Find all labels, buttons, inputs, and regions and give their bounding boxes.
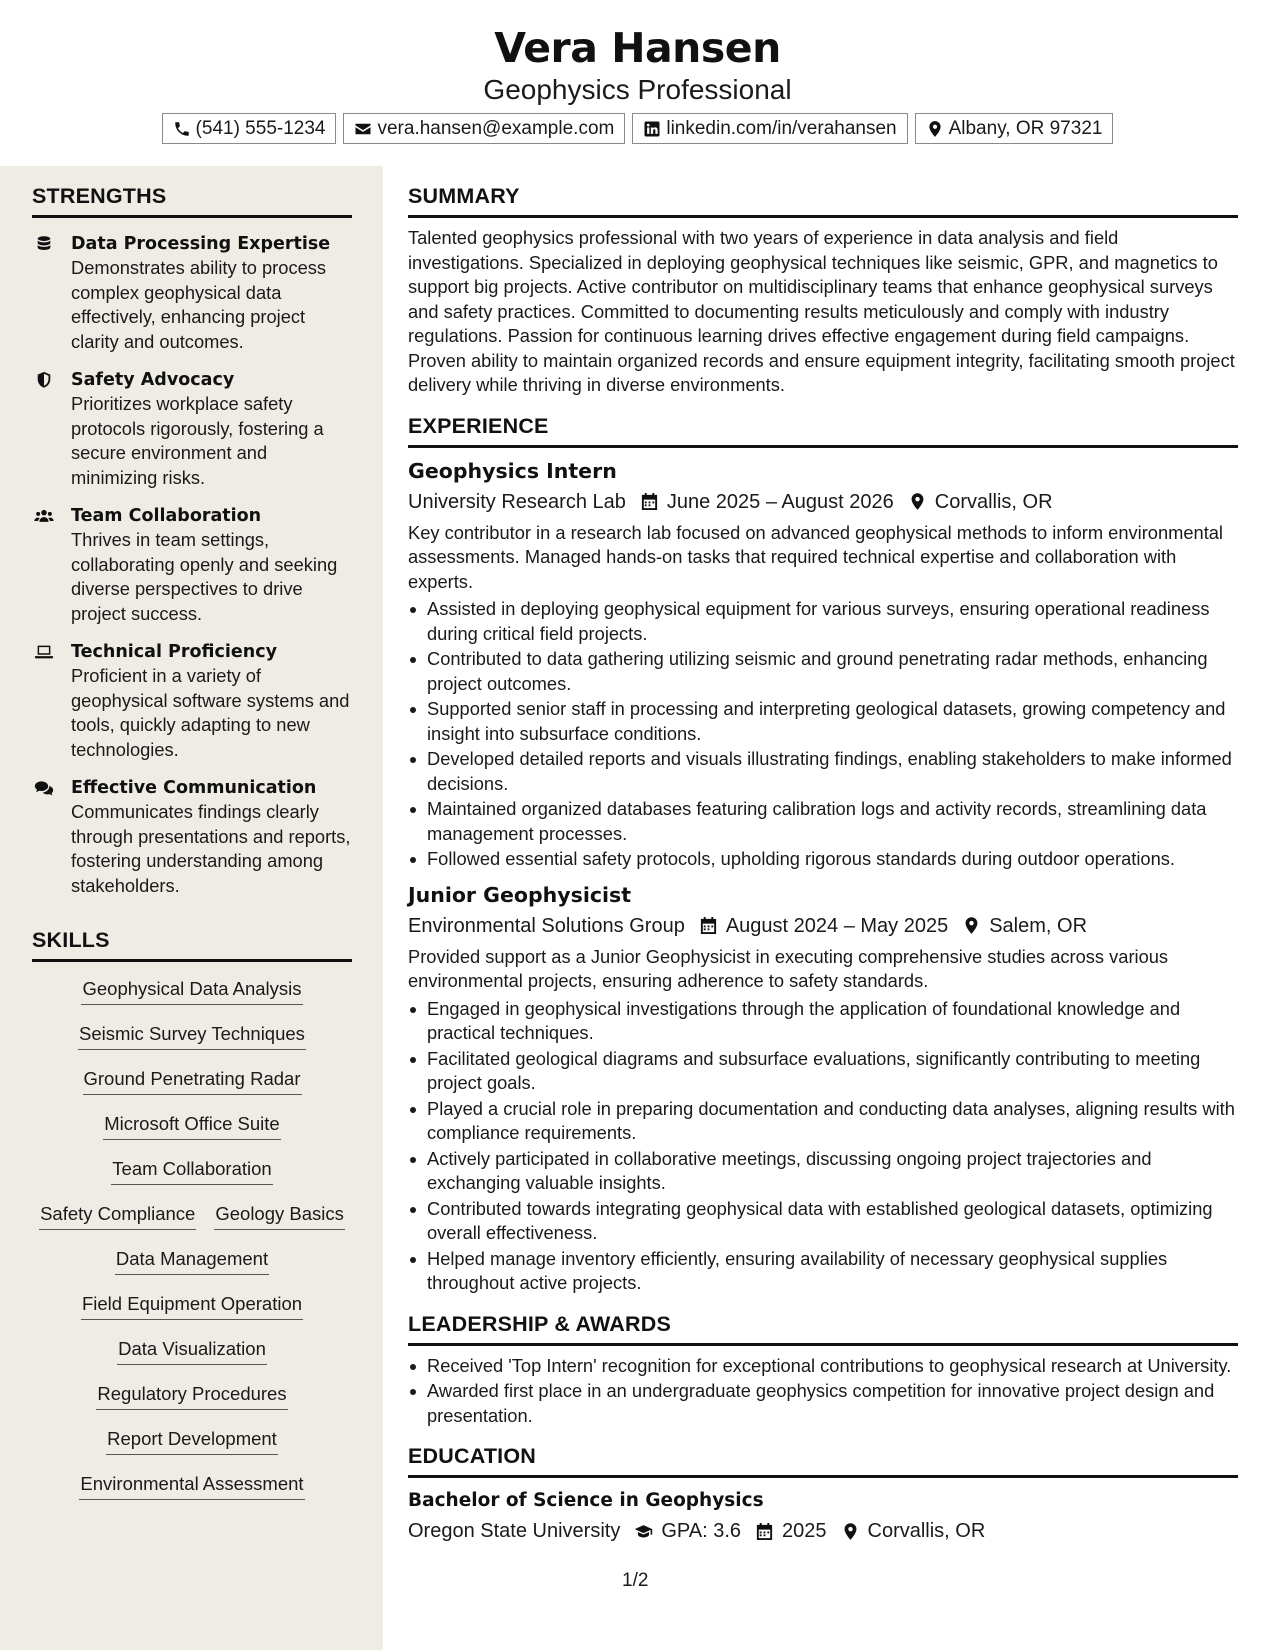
page-number: 1/2 bbox=[622, 1570, 649, 1591]
job-dates: June 2025 – August 2026 bbox=[666, 490, 894, 513]
job-location: Corvallis, OR bbox=[934, 490, 1053, 513]
strength-description: Thrives in team settings, collaborating openly and seeking diverse perspectives to drive project success. bbox=[71, 529, 338, 624]
phone-icon bbox=[173, 120, 191, 138]
job-entry bbox=[408, 458, 1238, 872]
strength-item bbox=[32, 640, 352, 762]
list-item: Engaged in geophysical investigations through the application of foundational knowledge and practical techniques. bbox=[408, 997, 1238, 1046]
contact-phone[interactable] bbox=[162, 113, 337, 144]
location-pin-icon bbox=[926, 120, 944, 138]
job-title: Geophysics Intern bbox=[408, 458, 617, 483]
education-location: Corvallis, OR bbox=[867, 1520, 986, 1542]
list-item: Contributed towards integrating geophysical data with established geological datasets, optimizing overall effectiveness. bbox=[408, 1197, 1238, 1246]
job-description: Provided support as a Junior Geophysicist in executing comprehensive studies across various environmental projects, ensuring adherence to safety standards. bbox=[408, 945, 1169, 991]
calendar-icon bbox=[699, 916, 718, 935]
education-entry bbox=[408, 1488, 1238, 1546]
skill-tag: Field Equipment Operation bbox=[81, 1291, 303, 1320]
job-dates: August 2024 – May 2025 bbox=[725, 914, 949, 937]
list-item: Facilitated geological diagrams and subsurface evaluations, significantly contributing to meeting project goals. bbox=[408, 1047, 1238, 1096]
linkedin-icon bbox=[643, 120, 661, 138]
skill-tag: Regulatory Procedures bbox=[96, 1381, 287, 1410]
strengths-heading: STRENGTHS bbox=[32, 184, 352, 218]
strength-title: Safety Advocacy bbox=[71, 370, 235, 390]
job-title: Junior Geophysicist bbox=[408, 882, 632, 907]
job-meta bbox=[408, 911, 1238, 941]
list-item: Played a crucial role in preparing documentation and conducting data analyses, aligning results with compliance requirements. bbox=[408, 1097, 1238, 1146]
contact-location bbox=[915, 113, 1114, 144]
strength-item bbox=[32, 504, 352, 626]
list-item: Helped manage inventory efficiently, ensuring availability of necessary geophysical supplies throughout active projects. bbox=[408, 1247, 1238, 1296]
shield-icon bbox=[34, 371, 54, 389]
contact-linkedin-text: linkedin.com/in/verahansen bbox=[666, 117, 897, 139]
school-name: Oregon State University bbox=[408, 1520, 621, 1542]
strength-description: Demonstrates ability to process complex geophysical data effectively, enhancing project clarity and outcomes. bbox=[71, 257, 327, 352]
location-pin-icon bbox=[908, 492, 927, 511]
skill-tag: Seismic Survey Techniques bbox=[78, 1021, 306, 1050]
skill-tag: Geology Basics bbox=[214, 1201, 345, 1230]
chat-bubbles-icon bbox=[34, 779, 54, 797]
strengths-section bbox=[32, 184, 352, 898]
strength-item bbox=[32, 776, 352, 898]
location-pin-icon bbox=[841, 1522, 860, 1541]
skills-list bbox=[32, 976, 352, 1516]
job-bullets bbox=[408, 597, 1238, 872]
strength-item bbox=[32, 232, 352, 354]
skill-tag: Data Management bbox=[115, 1246, 269, 1275]
calendar-icon bbox=[640, 492, 659, 511]
experience-heading: EXPERIENCE bbox=[408, 414, 1238, 448]
list-item: Maintained organized databases featuring calibration logs and activity records, streamlining data management processes. bbox=[408, 797, 1238, 846]
contact-bar bbox=[0, 113, 1275, 144]
contact-email-text: vera.hansen@example.com bbox=[377, 117, 615, 139]
list-item: Contributed to data gathering utilizing seismic and ground penetrating radar methods, enhancing project outcomes. bbox=[408, 647, 1238, 696]
job-entry bbox=[408, 882, 1238, 1296]
list-item: Awarded first place in an undergraduate geophysics competition for innovative project design and presentation. bbox=[408, 1379, 1238, 1428]
leadership-list bbox=[408, 1354, 1238, 1429]
strength-item bbox=[32, 368, 352, 490]
main-content bbox=[408, 166, 1238, 1546]
job-company: Environmental Solutions Group bbox=[408, 914, 685, 937]
list-item: Followed essential safety protocols, upholding rigorous standards during outdoor operations. bbox=[408, 847, 1238, 872]
list-item: Developed detailed reports and visuals illustrating findings, enabling stakeholders to make informed decisions. bbox=[408, 747, 1238, 796]
job-bullets bbox=[408, 997, 1238, 1296]
resume-header bbox=[0, 0, 1275, 166]
summary-text: Talented geophysics professional with two years of experience in data analysis and field investigations. Specialized in deploying geophysical techniques like seismic, GPR, and magnetics to support big projects. Active contributor on multidisciplinary teams that enhance geophysical surveys and safety practices. Committed to documenting results meticulously and comply with industry regulations. Passion for continuous learning drives effective engagement during field campaigns. Proven ability to maintain organized records and ensure equipment integrity, facilitating smooth project delivery while thriving in diverse environments. bbox=[408, 227, 1235, 395]
skill-tag: Environmental Assessment bbox=[79, 1471, 304, 1500]
skill-tag: Team Collaboration bbox=[111, 1156, 272, 1185]
job-meta bbox=[408, 487, 1238, 517]
skill-tag: Geophysical Data Analysis bbox=[81, 976, 302, 1005]
skill-tag: Microsoft Office Suite bbox=[103, 1111, 280, 1140]
skill-tag: Safety Compliance bbox=[39, 1201, 196, 1230]
strength-title: Team Collaboration bbox=[71, 506, 262, 526]
strength-description: Communicates findings clearly through presentations and reports, fostering understanding among stakeholders. bbox=[71, 801, 351, 896]
skills-heading: SKILLS bbox=[32, 928, 352, 962]
list-item: Received 'Top Intern' recognition for exceptional contributions to geophysical research at University. bbox=[408, 1354, 1238, 1379]
job-description: Key contributor in a research lab focused on advanced geophysical methods to inform environmental assessments. Managed hands-on tasks that required technical expertise and collaboration with experts. bbox=[408, 521, 1223, 592]
list-item: Assisted in deploying geophysical equipment for various surveys, ensuring operational readiness during critical field projects. bbox=[408, 597, 1238, 646]
education-meta bbox=[408, 1516, 1238, 1546]
contact-location-text: Albany, OR 97321 bbox=[948, 117, 1103, 139]
job-company: University Research Lab bbox=[408, 490, 626, 513]
degree-title: Bachelor of Science in Geophysics bbox=[408, 1490, 764, 1511]
envelope-icon bbox=[354, 120, 372, 138]
location-pin-icon bbox=[962, 916, 981, 935]
strength-title: Data Processing Expertise bbox=[71, 234, 331, 254]
contact-phone-text: (541) 555-1234 bbox=[195, 117, 326, 139]
sidebar bbox=[0, 166, 383, 1650]
skill-tag: Report Development bbox=[106, 1426, 278, 1455]
candidate-name: Vera Hansen bbox=[494, 24, 781, 72]
skill-tag: Data Visualization bbox=[117, 1336, 267, 1365]
job-location: Salem, OR bbox=[989, 914, 1088, 937]
strength-description: Prioritizes workplace safety protocols rigorously, fostering a secure environment and minimizing risks. bbox=[71, 393, 324, 488]
contact-email[interactable] bbox=[343, 113, 625, 144]
summary-heading: SUMMARY bbox=[408, 184, 1238, 218]
strength-description: Proficient in a variety of geophysical software systems and tools, quickly adapting to new technologies. bbox=[71, 665, 350, 760]
education-heading: EDUCATION bbox=[408, 1444, 1238, 1478]
contact-linkedin[interactable] bbox=[632, 113, 907, 144]
calendar-icon bbox=[755, 1522, 774, 1541]
candidate-role: Geophysics Professional bbox=[483, 74, 792, 105]
laptop-icon bbox=[34, 643, 54, 661]
skills-section bbox=[32, 928, 352, 1516]
list-item: Actively participated in collaborative meetings, discussing ongoing project trajectories and exchanging valuable insights. bbox=[408, 1147, 1238, 1196]
users-icon bbox=[34, 507, 54, 525]
education-year: 2025 bbox=[782, 1520, 827, 1542]
leadership-heading: LEADERSHIP & AWARDS bbox=[408, 1312, 1238, 1346]
strength-title: Effective Communication bbox=[71, 778, 317, 798]
strength-title: Technical Proficiency bbox=[71, 642, 277, 662]
graduation-cap-icon bbox=[634, 1522, 653, 1541]
skill-tag: Ground Penetrating Radar bbox=[83, 1066, 302, 1095]
list-item: Supported senior staff in processing and interpreting geological datasets, growing competency and insight into subsurface conditions. bbox=[408, 697, 1238, 746]
education-gpa: GPA: 3.6 bbox=[661, 1520, 741, 1542]
database-icon bbox=[34, 235, 54, 253]
